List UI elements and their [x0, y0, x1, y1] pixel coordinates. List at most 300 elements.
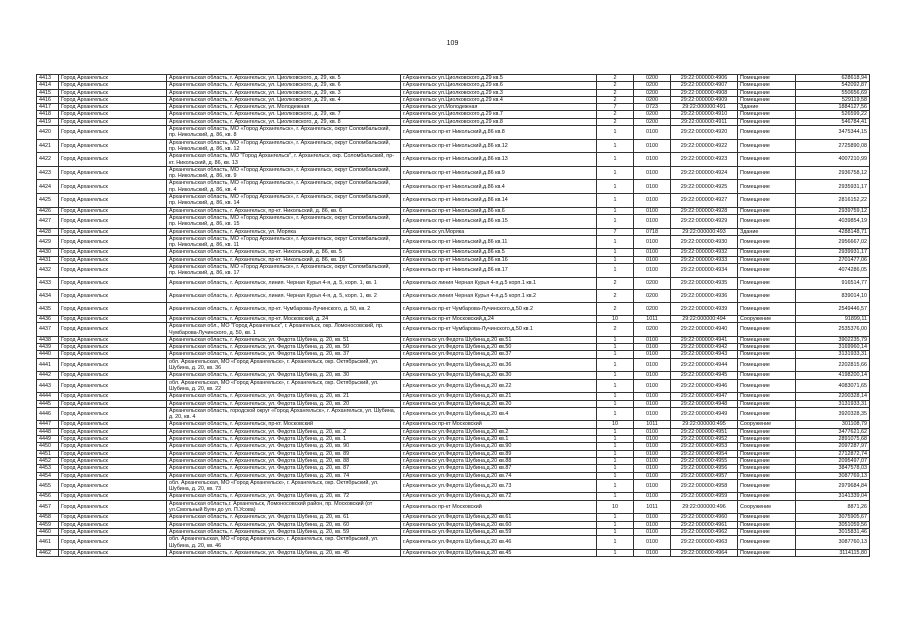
- object-type-cell: Помещение: [738, 372, 796, 379]
- table-row: [37, 536, 870, 550]
- cadastral-value-cell: 4039854,19: [796, 214, 870, 228]
- cadastral-value-cell: 2202815,66: [796, 358, 870, 372]
- short-address-cell: г.Архангельск ул.Федота Шубина,д.20 кв.20: [401, 400, 597, 407]
- object-code-cell: 1011: [634, 316, 671, 323]
- cadastral-number-cell: 29:22:000000:4924: [671, 166, 738, 180]
- object-code-cell: 0100: [634, 336, 671, 343]
- object-code-cell: 0100: [634, 180, 671, 194]
- municipality-name-cell: Город Архангельск: [59, 479, 167, 493]
- cadastral-number-cell: 29:22:000000:4909: [671, 96, 738, 103]
- object-type-cell: Помещение: [738, 235, 796, 249]
- cadastral-value-cell: 4083071,65: [796, 379, 870, 393]
- municipality-name-cell: Город Архангельск: [59, 358, 167, 372]
- cadastral-value-cell: 2535376,00: [796, 323, 870, 337]
- object-type-cell: Помещение: [738, 379, 796, 393]
- short-address-cell: г.Архангельск пр-кт Никольский,д.86 кв.5: [401, 249, 597, 256]
- full-address-cell: Архангельская область, г. Архангельск, ул. Федота Шубина, д. 20, кв. 21: [167, 393, 401, 400]
- object-group-cell: 1: [597, 450, 634, 457]
- record-number-cell: 4432: [37, 264, 59, 278]
- cadastral-value-cell: 2935931,17: [796, 180, 870, 194]
- record-number-cell: 4462: [37, 549, 59, 556]
- record-number-cell: 4436: [37, 316, 59, 323]
- cadastral-value-cell: 3087760,13: [796, 536, 870, 550]
- object-type-cell: Помещение: [738, 82, 796, 89]
- table-row: [37, 500, 870, 514]
- cadastral-number-cell: 29:22:000000:4955: [671, 457, 738, 464]
- municipality-name-cell: Город Архангельск: [59, 472, 167, 479]
- short-address-cell: г.Архангельск пр-кт Московский: [401, 421, 597, 428]
- object-type-cell: Помещение: [738, 249, 796, 256]
- full-address-cell: Архангельская область, МО «Город Архангельск», г. Архангельск, округ Соломбальский, пр. Никольский, д. 86, кв. 15: [167, 214, 401, 228]
- cadastral-number-cell: 29:22:000000:4936: [671, 290, 738, 303]
- table-row: [37, 323, 870, 337]
- table-row: [37, 351, 870, 358]
- cadastral-value-cell: 3051059,56: [796, 521, 870, 528]
- full-address-cell: Архангельская область, г. Архангельск, ул. Циолковского, д. 29, кв. 5: [167, 75, 401, 82]
- object-code-cell: 0100: [634, 379, 671, 393]
- object-group-cell: 1: [597, 264, 634, 278]
- cadastral-value-cell: 2097287,97: [796, 443, 870, 450]
- object-type-cell: Помещение: [738, 277, 796, 290]
- full-address-cell: Архангельская область, г. Архангельск, ул. Циолковского, д. 29, кв. 6: [167, 82, 401, 89]
- table-row: [37, 96, 870, 103]
- object-group-cell: 1: [597, 428, 634, 435]
- cadastral-value-cell: 4007210,99: [796, 153, 870, 167]
- object-code-cell: 0100: [634, 126, 671, 140]
- short-address-cell: г.Архангельск ул.Федота Шубина,д.20 кв.1: [401, 436, 597, 443]
- record-number-cell: 4455: [37, 479, 59, 493]
- record-number-cell: 4444: [37, 393, 59, 400]
- object-code-cell: 0100: [634, 514, 671, 521]
- object-type-cell: Помещение: [738, 428, 796, 435]
- object-group-cell: 1: [597, 235, 634, 249]
- table-row: [37, 194, 870, 208]
- full-address-cell: Архангельская область, г. Архангельск, ул. Федота Шубина, д. 20, кв. 88: [167, 457, 401, 464]
- object-group-cell: 1: [597, 180, 634, 194]
- cadastral-number-cell: 29:22:000000:4961: [671, 521, 738, 528]
- table-row: [37, 358, 870, 372]
- cadastral-number-cell: 29:22:000000:4959: [671, 493, 738, 500]
- short-address-cell: г.Архангельск ул.Федота Шубина,д.20 кв.87: [401, 465, 597, 472]
- object-code-cell: 0200: [634, 290, 671, 303]
- table-row: [37, 264, 870, 278]
- short-address-cell: г.Архангельск ул.Федота Шубина,д.20 кв.60: [401, 521, 597, 528]
- cadastral-value-cell: 2725890,08: [796, 139, 870, 153]
- short-address-cell: г.Архангельск ул.Федота Шубина,д.20 кв.59: [401, 528, 597, 535]
- object-group-cell: 2: [597, 96, 634, 103]
- cadastral-number-cell: 29:22:000000:4906: [671, 75, 738, 82]
- object-code-cell: 0100: [634, 214, 671, 228]
- municipality-name-cell: Город Архангельск: [59, 465, 167, 472]
- cadastral-value-cell: 3114115,80: [796, 549, 870, 556]
- municipality-name-cell: Город Архангельск: [59, 372, 167, 379]
- object-group-cell: 1: [597, 479, 634, 493]
- object-code-cell: 0200: [634, 89, 671, 96]
- full-address-cell: Архангельская область, г. Архангельск, ул. Федота Шубина, д. 20, кв. 1: [167, 436, 401, 443]
- cadastral-number-cell: 29:22:000000:493: [671, 228, 738, 235]
- municipality-name-cell: Город Архангельск: [59, 290, 167, 303]
- cadastral-value-cell: 2200328,14: [796, 393, 870, 400]
- object-code-cell: 0200: [634, 118, 671, 125]
- full-address-cell: Архангельская область, городской округ «Город Архангельск», г. Архангельск, ул. Шубина, д. 20, кв. 4: [167, 407, 401, 421]
- full-address-cell: Архангельская область, г. Архангельск, ул. Циолковского, д. 29, кв. 4: [167, 96, 401, 103]
- object-type-cell: Помещение: [738, 126, 796, 140]
- short-address-cell: г.Архангельск пр-кт Никольский,д.86 кв.9: [401, 166, 597, 180]
- municipality-name-cell: Город Архангельск: [59, 436, 167, 443]
- object-group-cell: 1: [597, 249, 634, 256]
- object-code-cell: 0100: [634, 465, 671, 472]
- municipality-name-cell: Город Архангельск: [59, 303, 167, 316]
- short-address-cell: г.Архангельск пр-кт Никольский,д.86 кв.13: [401, 153, 597, 167]
- table-row: [37, 207, 870, 214]
- record-number-cell: 4420: [37, 126, 59, 140]
- object-type-cell: Здание: [738, 228, 796, 235]
- record-number-cell: 4461: [37, 536, 59, 550]
- record-number-cell: 4446: [37, 407, 59, 421]
- object-type-cell: Сооружение: [738, 500, 796, 514]
- municipality-name-cell: Город Архангельск: [59, 214, 167, 228]
- full-address-cell: обл. Архангельская, МО «Город Архангельск», г. Архангельск, окр. Октябрьский, ул. Шубина, д. 20, кв. 36: [167, 358, 401, 372]
- object-type-cell: Помещение: [738, 180, 796, 194]
- municipality-name-cell: Город Архангельск: [59, 393, 167, 400]
- full-address-cell: Архангельская область, г. Архангельск, ул. Федота Шубина, д. 20, кв. 61: [167, 514, 401, 521]
- table-row: [37, 528, 870, 535]
- cadastral-number-cell: 29:22:000000:4933: [671, 256, 738, 263]
- object-group-cell: 1: [597, 166, 634, 180]
- municipality-name-cell: Город Архангельск: [59, 96, 167, 103]
- record-number-cell: 4449: [37, 436, 59, 443]
- cadastral-value-cell: 91899,11: [796, 316, 870, 323]
- cadastral-value-cell: 2891075,68: [796, 436, 870, 443]
- object-type-cell: Помещение: [738, 549, 796, 556]
- table-row: [37, 372, 870, 379]
- cadastral-value-cell: 3131933,31: [796, 400, 870, 407]
- cadastral-number-cell: 29:22:000000:4953: [671, 443, 738, 450]
- full-address-cell: Архангельская область, г. Архангельск, ул. Федота Шубина, д. 20, кв. 50: [167, 344, 401, 351]
- object-group-cell: 2: [597, 89, 634, 96]
- object-type-cell: Помещение: [738, 351, 796, 358]
- short-address-cell: г.Архангельск ул.Федота Шубина,д.20 кв.73: [401, 479, 597, 493]
- record-number-cell: 4424: [37, 180, 59, 194]
- record-number-cell: 4460: [37, 528, 59, 535]
- cadastral-value-cell: 3477621,62: [796, 428, 870, 435]
- cadastral-value-cell: 546784,41: [796, 118, 870, 125]
- record-number-cell: 4459: [37, 521, 59, 528]
- cadastral-number-cell: 29:22:000000:4907: [671, 82, 738, 89]
- full-address-cell: Архангельская область, г. Архангельск, ул. Федота Шубина, д. 20, кв. 74: [167, 472, 401, 479]
- short-address-cell: г.Архангельск ул.Федота Шубина,д.20 кв.36: [401, 358, 597, 372]
- cadastral-value-cell: 3075905,67: [796, 514, 870, 521]
- short-address-cell: г.Архангельск ул.Федота Шубина,д.20 кв.30: [401, 372, 597, 379]
- record-number-cell: 4417: [37, 104, 59, 111]
- object-type-cell: Помещение: [738, 472, 796, 479]
- object-code-cell: 0100: [634, 249, 671, 256]
- cadastral-number-cell: 29:22:000000:4925: [671, 180, 738, 194]
- object-code-cell: 0100: [634, 407, 671, 421]
- full-address-cell: обл. Архангельская, МО «Город Архангельск», г. Архангельск, окр. Октябрьский, ул. Шубина, д. 20, кв. 73: [167, 479, 401, 493]
- cadastral-number-cell: 29:22:000000:4951: [671, 428, 738, 435]
- municipality-name-cell: Город Архангельск: [59, 207, 167, 214]
- object-group-cell: 2: [597, 82, 634, 89]
- municipality-name-cell: Город Архангельск: [59, 180, 167, 194]
- municipality-name-cell: Город Архангельск: [59, 118, 167, 125]
- cadastral-number-cell: 29:22:000000:496: [671, 500, 738, 514]
- short-address-cell: г.Архангельск пр-кт Никольский,д.86 кв.6: [401, 207, 597, 214]
- object-type-cell: Помещение: [738, 436, 796, 443]
- object-type-cell: Помещение: [738, 514, 796, 521]
- object-group-cell: 1: [597, 528, 634, 535]
- object-group-cell: 1: [597, 344, 634, 351]
- full-address-cell: Архангельская область, г. Архангельск, ул. Федота Шубина, д. 20, кв. 87: [167, 465, 401, 472]
- object-type-cell: Помещение: [738, 358, 796, 372]
- table-row: [37, 336, 870, 343]
- cadastral-number-cell: 29:22:000000:4934: [671, 264, 738, 278]
- object-group-cell: 1: [597, 536, 634, 550]
- object-code-cell: 0100: [634, 207, 671, 214]
- object-type-cell: Помещение: [738, 344, 796, 351]
- cadastral-value-cell: 3920328,35: [796, 407, 870, 421]
- cadastral-number-cell: 29:22:000000:4911: [671, 118, 738, 125]
- object-code-cell: 0200: [634, 277, 671, 290]
- short-address-cell: г.Архангельск пр-кт Никольский,д.86 кв.15: [401, 214, 597, 228]
- record-number-cell: 4437: [37, 323, 59, 337]
- table-row: [37, 75, 870, 82]
- object-group-cell: 1: [597, 514, 634, 521]
- object-group-cell: 10: [597, 421, 634, 428]
- full-address-cell: Архангельская область, г. Архангельск, ул. Циолковского, д. 29, кв. 3: [167, 89, 401, 96]
- object-type-cell: Помещение: [738, 153, 796, 167]
- municipality-name-cell: Город Архангельск: [59, 428, 167, 435]
- record-number-cell: 4451: [37, 450, 59, 457]
- object-group-cell: 2: [597, 323, 634, 337]
- object-code-cell: 1011: [634, 500, 671, 514]
- cadastral-value-cell: 2701477,06: [796, 256, 870, 263]
- short-address-cell: г.Архангельск пр-кт Чумбарова-Лучинского,д.50 кв.2: [401, 303, 597, 316]
- object-type-cell: Помещение: [738, 207, 796, 214]
- object-group-cell: 1: [597, 214, 634, 228]
- object-group-cell: 1: [597, 126, 634, 140]
- full-address-cell: Архангельская область, г. Архангельск, пр-кт. Никольский, д. 86, кв. 16: [167, 256, 401, 263]
- cadastral-number-cell: 29:22:000000:4940: [671, 323, 738, 337]
- cadastral-number-cell: 29:22:000000:4927: [671, 194, 738, 208]
- full-address-cell: Архангельская область, г. Архангельск, пр-кт. Московский: [167, 421, 401, 428]
- short-address-cell: г.Архангельск ул.Федота Шубина,д.20 кв.88: [401, 457, 597, 464]
- record-number-cell: 4442: [37, 372, 59, 379]
- short-address-cell: г.Архангельск ул.Федота Шубина,д.20 кв.51: [401, 336, 597, 343]
- table-row: [37, 235, 870, 249]
- record-number-cell: 4427: [37, 214, 59, 228]
- object-group-cell: 1: [597, 139, 634, 153]
- record-number-cell: 4415: [37, 89, 59, 96]
- record-number-cell: 4425: [37, 194, 59, 208]
- cadastral-value-cell: 3169960,14: [796, 344, 870, 351]
- object-type-cell: Помещение: [738, 290, 796, 303]
- cadastral-number-cell: 29:22:000000:4942: [671, 344, 738, 351]
- municipality-name-cell: Город Архангельск: [59, 75, 167, 82]
- object-type-cell: Помещение: [738, 194, 796, 208]
- short-address-cell: г.Архангельск ул.Циолковского,д.29 кв.8: [401, 118, 597, 125]
- table-row: [37, 549, 870, 556]
- record-number-cell: 4456: [37, 493, 59, 500]
- short-address-cell: г.Архангельск ул.Циолковского,д.29 кв.7: [401, 111, 597, 118]
- object-type-cell: Помещение: [738, 493, 796, 500]
- cadastral-value-cell: 2939759,12: [796, 207, 870, 214]
- cadastral-number-cell: 29:22:000000:4945: [671, 372, 738, 379]
- cadastral-number-cell: 29:22:000000:494: [671, 316, 738, 323]
- cadastral-number-cell: 29:22:000000:4923: [671, 153, 738, 167]
- object-type-cell: Помещение: [738, 111, 796, 118]
- object-code-cell: 0100: [634, 256, 671, 263]
- full-address-cell: Архангельская область, г. Архангельск, ул. Федота Шубина, д. 20, кв. 60: [167, 521, 401, 528]
- table-row: [37, 316, 870, 323]
- short-address-cell: г.Архангельск ул.Циолковского,д.29 кв.4: [401, 96, 597, 103]
- cadastral-value-cell: 2549446,57: [796, 303, 870, 316]
- table-row: [37, 166, 870, 180]
- table-row: [37, 104, 870, 111]
- table-row: [37, 472, 870, 479]
- full-address-cell: Архангельская область, г. Архангельск, ул. Федота Шубина, д. 20, кв. 59: [167, 528, 401, 535]
- cadastral-value-cell: 2712872,74: [796, 450, 870, 457]
- object-group-cell: 1: [597, 207, 634, 214]
- short-address-cell: г.Архангельск ул.Федота Шубина,д.20 кв.45: [401, 549, 597, 556]
- table-row: [37, 111, 870, 118]
- short-address-cell: г.Архангельск пр-кт Никольский,д.86 кв.4: [401, 180, 597, 194]
- municipality-name-cell: Город Архангельск: [59, 139, 167, 153]
- table-row: [37, 256, 870, 263]
- object-group-cell: 1: [597, 393, 634, 400]
- cadastral-value-cell: 3015831,46: [796, 528, 870, 535]
- object-type-cell: Помещение: [738, 118, 796, 125]
- cadastral-value-cell: 3475344,15: [796, 126, 870, 140]
- object-code-cell: 0200: [634, 82, 671, 89]
- municipality-name-cell: Город Архангельск: [59, 264, 167, 278]
- full-address-cell: Архангельская область, МО «Город Архангельск», г. Архангельск, округ Соломбальский, пр. Никольский, д. 86, кв. 8: [167, 126, 401, 140]
- object-code-cell: 0100: [634, 139, 671, 153]
- object-group-cell: 1: [597, 358, 634, 372]
- short-address-cell: г.Архангельск ул.Федота Шубина,д.20 кв.90: [401, 443, 597, 450]
- cadastral-number-cell: 29:22:000000:4930: [671, 235, 738, 249]
- full-address-cell: Архангельская область, г. Архангельск, ул. Федота Шубина, д. 20, кв. 51: [167, 336, 401, 343]
- municipality-name-cell: Город Архангельск: [59, 194, 167, 208]
- cadastral-number-cell: 29:22:000000:4949: [671, 407, 738, 421]
- record-number-cell: 4452: [37, 457, 59, 464]
- cadastral-value-cell: 839014,10: [796, 290, 870, 303]
- short-address-cell: г.Архангельск пр-кт Никольский,д.86 кв.11: [401, 235, 597, 249]
- object-group-cell: 7: [597, 104, 634, 111]
- municipality-name-cell: Город Архангельск: [59, 323, 167, 337]
- full-address-cell: обл. Архангельская, МО «Город Архангельск», г. Архангельск, окр. Октябрьский, ул. Шубина, д. 20, кв. 22: [167, 379, 401, 393]
- cadastral-value-cell: 4288148,71: [796, 228, 870, 235]
- cadastral-value-cell: 3141339,04: [796, 493, 870, 500]
- cadastral-value-cell: 2939931,17: [796, 249, 870, 256]
- short-address-cell: г.Архангельск линия Черная Курья 4-я,д.5 корп.1 кв.1: [401, 277, 597, 290]
- record-number-cell: 4431: [37, 256, 59, 263]
- table-row: [37, 436, 870, 443]
- short-address-cell: г.Архангельск ул.Моряка: [401, 228, 597, 235]
- record-number-cell: 4443: [37, 379, 59, 393]
- cadastral-number-cell: 29:22:000000:4958: [671, 479, 738, 493]
- full-address-cell: Архангельская область, МО «Город Архангельск», г. Архангельск, округ Соломбальский, пр. Никольский, д. 86, кв. 4: [167, 180, 401, 194]
- object-code-cell: 0723: [634, 104, 671, 111]
- cadastral-number-cell: 29:22:000000:4963: [671, 536, 738, 550]
- full-address-cell: Архангельская область, г. Архангельск, пр-кт. Московский, д. 24: [167, 316, 401, 323]
- object-type-cell: Здание: [738, 104, 796, 111]
- cadastral-number-cell: 29:22:000000:4962: [671, 528, 738, 535]
- cadastral-number-cell: 29:22:000000:4935: [671, 277, 738, 290]
- object-code-cell: 0100: [634, 536, 671, 550]
- short-address-cell: г.Архангельск линия Черная Курья 4-я,д.5 корп.1 кв.2: [401, 290, 597, 303]
- cadastral-value-cell: 3847578,03: [796, 465, 870, 472]
- cadastral-number-cell: 29:22:000000:4920: [671, 126, 738, 140]
- object-type-cell: Помещение: [738, 303, 796, 316]
- object-type-cell: Помещение: [738, 393, 796, 400]
- table-row: [37, 450, 870, 457]
- object-type-cell: Помещение: [738, 536, 796, 550]
- object-type-cell: Помещение: [738, 264, 796, 278]
- municipality-name-cell: Город Архангельск: [59, 400, 167, 407]
- object-type-cell: Помещение: [738, 256, 796, 263]
- cadastral-value-cell: 3087769,13: [796, 472, 870, 479]
- record-number-cell: 4430: [37, 249, 59, 256]
- short-address-cell: г.Архангельск ул.Федота Шубина,д.20 кв.46: [401, 536, 597, 550]
- municipality-name-cell: Город Архангельск: [59, 344, 167, 351]
- record-number-cell: 4435: [37, 303, 59, 316]
- record-number-cell: 4454: [37, 472, 59, 479]
- table-row: [37, 393, 870, 400]
- record-number-cell: 4429: [37, 235, 59, 249]
- municipality-name-cell: Город Архангельск: [59, 89, 167, 96]
- cadastral-value-cell: 3902235,79: [796, 336, 870, 343]
- municipality-name-cell: Город Архангельск: [59, 450, 167, 457]
- cadastral-number-cell: 29:22:000000:4928: [671, 207, 738, 214]
- cadastral-value-cell: 916514,77: [796, 277, 870, 290]
- object-code-cell: 0100: [634, 372, 671, 379]
- object-group-cell: 1: [597, 372, 634, 379]
- cadastral-value-cell: 8871,26: [796, 500, 870, 514]
- municipality-name-cell: Город Архангельск: [59, 316, 167, 323]
- record-number-cell: 4450: [37, 443, 59, 450]
- object-group-cell: 1: [597, 336, 634, 343]
- cadastral-number-cell: 29:22:000000:491: [671, 104, 738, 111]
- cadastral-value-cell: 301108,79: [796, 421, 870, 428]
- full-address-cell: Архангельская область, г. Архангельск, пр-кт. Никольский, д. 86, кв. 5: [167, 249, 401, 256]
- object-group-cell: 1: [597, 379, 634, 393]
- object-code-cell: 0100: [634, 166, 671, 180]
- full-address-cell: Архангельская область, МО "Город Архангельск", г. Архангельск, окр. Соломбальский, пр-кт. Никольский, д. 86, кв. 13: [167, 153, 401, 167]
- short-address-cell: г.Архангельск ул.Федота Шубина,д.20 кв.74: [401, 472, 597, 479]
- object-group-cell: 2: [597, 303, 634, 316]
- object-group-cell: 2: [597, 111, 634, 118]
- full-address-cell: Архангельская область, МО «Город Архангельск», г. Архангельск, округ Соломбальский, пр. Никольский, д. 86, кв. 12: [167, 139, 401, 153]
- object-code-cell: 0100: [634, 400, 671, 407]
- cadastral-value-cell: 550656,69: [796, 89, 870, 96]
- table-row: [37, 443, 870, 450]
- object-code-cell: 0100: [634, 194, 671, 208]
- short-address-cell: г.Архангельск ул.Федота Шубина,д.20 кв.4: [401, 407, 597, 421]
- cadastral-number-cell: 29:22:000000:4956: [671, 465, 738, 472]
- object-type-cell: Помещение: [738, 96, 796, 103]
- object-group-cell: 2: [597, 290, 634, 303]
- object-code-cell: 0100: [634, 358, 671, 372]
- municipality-name-cell: Город Архангельск: [59, 521, 167, 528]
- table-row: [37, 521, 870, 528]
- table-row: [37, 344, 870, 351]
- full-address-cell: Архангельская область, МО «Город Архангельск», г. Архангельск, округ Соломбальский, пр. Никольский, д. 86, кв. 14: [167, 194, 401, 208]
- object-code-cell: 0200: [634, 303, 671, 316]
- record-number-cell: 4413: [37, 75, 59, 82]
- table-row: [37, 514, 870, 521]
- short-address-cell: г.Архангельск пр-кт Никольский,д.86 кв.16: [401, 256, 597, 263]
